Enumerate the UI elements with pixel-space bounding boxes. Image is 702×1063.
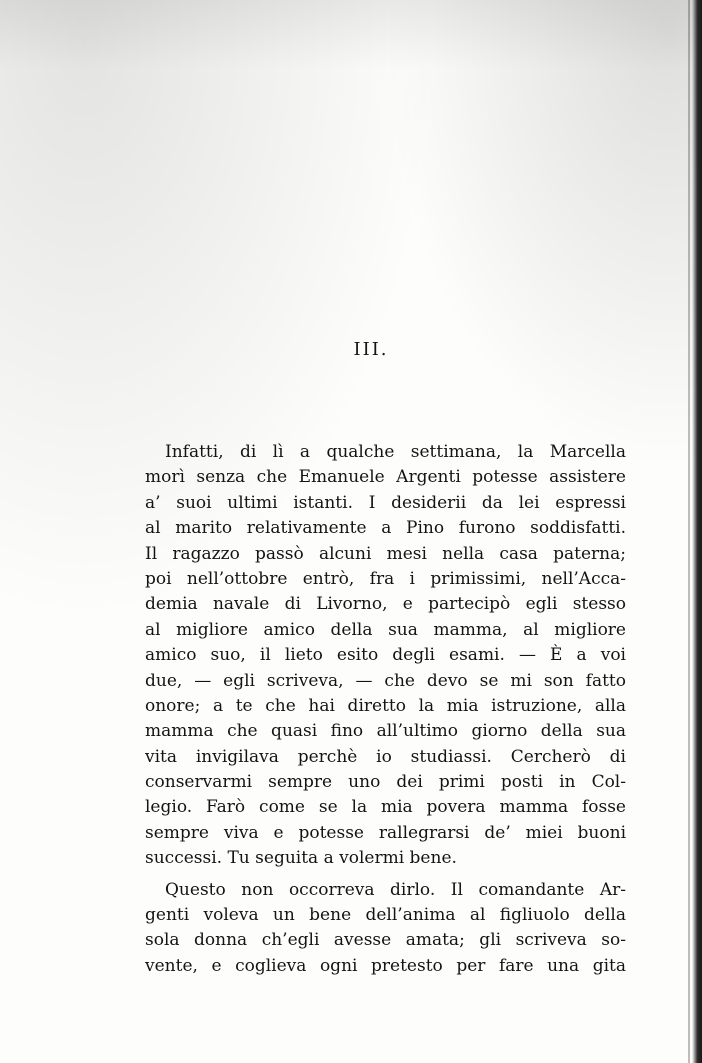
chapter-heading: III. xyxy=(353,339,389,360)
paragraph-1 xyxy=(145,440,626,872)
text-line: onore; a te che hai diretto la mia istruzione, alla xyxy=(145,695,626,716)
scan-shadow xyxy=(0,0,702,70)
text-line: genti voleva un bene dell’anima al figliuolo della xyxy=(145,905,626,926)
text-line: legio. Farò come se la mia povera mamma fosse xyxy=(145,797,626,818)
page-binding-edge xyxy=(692,0,702,1063)
text-line: al migliore amico della sua mamma, al migliore xyxy=(145,619,626,640)
text-line: Il ragazzo passò alcuni mesi nella casa paterna; xyxy=(145,543,626,564)
text-line: mamma che quasi fino all’ultimo giorno della sua xyxy=(145,721,626,742)
text-line: demia navale di Livorno, e partecipò egli stesso xyxy=(145,594,626,615)
text-line: sola donna ch’egli avesse amata; gli scriveva so- xyxy=(145,930,626,951)
text-line: amico suo, il lieto esito degli esami. — È a voi xyxy=(145,645,626,666)
page-edge-line xyxy=(688,0,690,1063)
paragraph-2 xyxy=(145,878,626,980)
text-line: poi nell’ottobre entrò, fra i primissimi, nell’Acca- xyxy=(145,568,626,589)
text-line: sempre viva e potesse rallegrarsi de’ miei buoni xyxy=(145,822,626,843)
text-line: a’ suoi ultimi istanti. I desiderii da lei espressi xyxy=(145,492,626,513)
text-line: al marito relativamente a Pino furono soddisfatti. xyxy=(145,518,626,539)
body-text xyxy=(145,440,626,979)
text-line: Infatti, di lì a qualche settimana, la Marcella xyxy=(165,442,626,462)
text-line: due, — egli scriveva, — che devo se mi son fatto xyxy=(145,670,626,691)
text-line: Questo non occorreva dirlo. Il comandante Ar- xyxy=(165,879,626,900)
text-line: conservarmi sempre uno dei primi posti in Col- xyxy=(145,772,626,793)
text-line: vente, e coglieva ogni pretesto per fare una gita xyxy=(145,955,626,976)
text-line: successi. Tu seguita a volermi bene. xyxy=(145,848,457,869)
text-line: vita invigilava perchè io studiassi. Cercherò di xyxy=(145,746,626,767)
text-line: morì senza che Emanuele Argenti potesse assistere xyxy=(145,467,626,488)
